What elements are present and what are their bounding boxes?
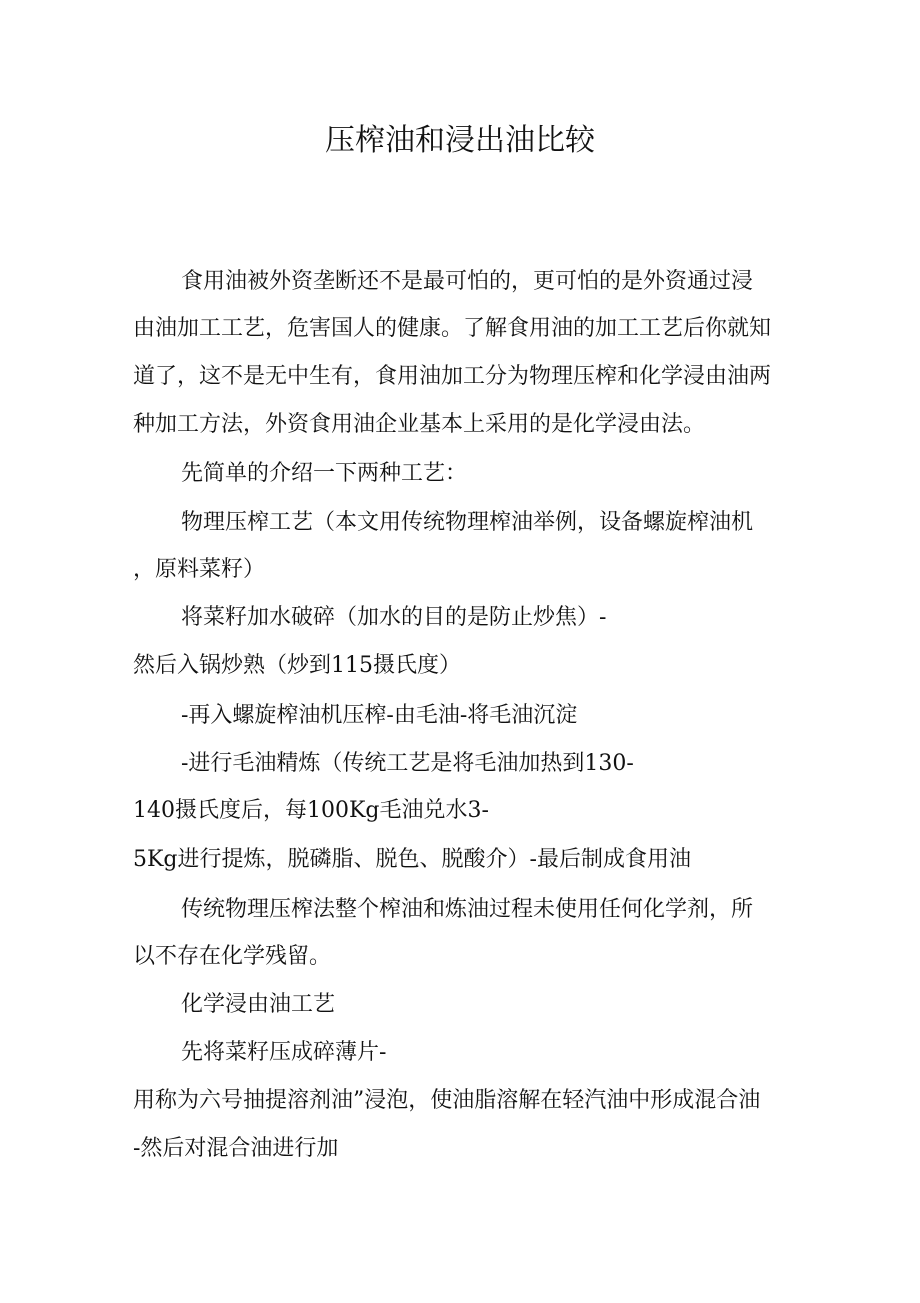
paragraph-line: 由油加工工艺，危害国人的健康。了解食用油的加工工艺后你就知 bbox=[133, 316, 772, 341]
paragraph-line: 传统物理压榨法整个榨油和炼油过程未使用任何化学剂，所 bbox=[181, 897, 754, 922]
paragraph-line: 然后入锅炒熟（炒到115摄氏度） bbox=[133, 653, 461, 678]
paragraph-line: -然后对混合油进行加 bbox=[133, 1136, 339, 1161]
paragraph-line: 先简单的介绍一下两种工艺： bbox=[181, 461, 468, 486]
paragraph-line: ，原料菜籽） bbox=[133, 557, 266, 582]
paragraph-line: 5Kg进行提炼，脱磷脂、脱色、脱酸介）-最后制成食用油 bbox=[133, 847, 691, 872]
document-title: 压榨油和浸出油比较 bbox=[325, 123, 595, 158]
paragraph-line: 以不存在化学残留。 bbox=[133, 944, 332, 969]
paragraph-line: 道了，这不是无中生有，食用油加工分为物理压榨和化学浸由油两 bbox=[133, 364, 772, 389]
paragraph-line: 物理压榨工艺（本文用传统物理榨油举例，设备螺旋榨油机 bbox=[181, 510, 754, 535]
paragraph-line: 将菜籽加水破碎（加水的目的是防止炒焦）- bbox=[181, 605, 607, 630]
paragraph-line: -进行毛油精炼（传统工艺是将毛油加热到130- bbox=[181, 751, 634, 776]
paragraph-line: 食用油被外资垄断还不是最可怕的，更可怕的是外资通过浸 bbox=[181, 269, 754, 294]
paragraph-line: 用称为六号抽提溶剂油”浸泡，使油脂溶解在轻汽油中形成混合油 bbox=[133, 1088, 761, 1113]
paragraph-line: 140摄氏度后，每100Kg毛油兑水3- bbox=[133, 798, 489, 823]
paragraph-line: 种加工方法，外资食用油企业基本上采用的是化学浸由法。 bbox=[133, 412, 706, 437]
paragraph-line: -再入螺旋榨油机压榨-由毛油-将毛油沉淀 bbox=[181, 703, 578, 728]
paragraph-line: 化学浸由油工艺 bbox=[181, 992, 336, 1017]
paragraph-line: 先将菜籽压成碎薄片- bbox=[181, 1040, 387, 1065]
